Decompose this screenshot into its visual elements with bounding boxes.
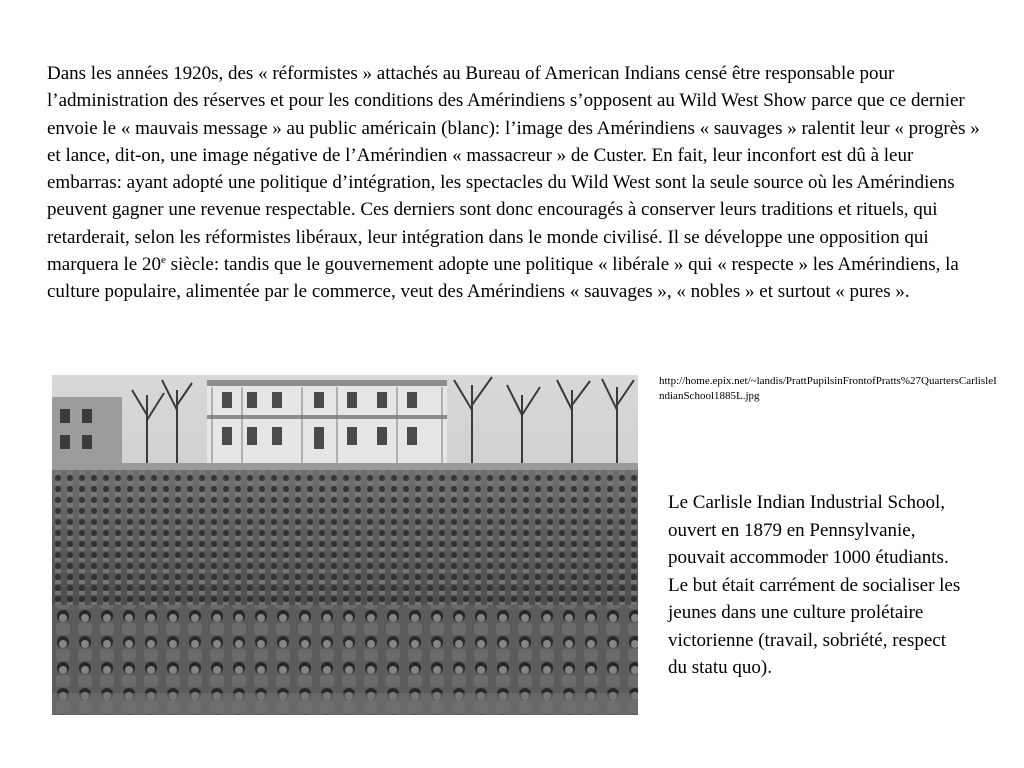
photo-source-url: http://home.epix.net/~landis/PrattPupilsinFrontofPratts%27QuartersCarlisleIndianSchool1885L.jpg: [659, 375, 997, 402]
historical-photo-school-pupils-icon: [52, 375, 638, 715]
school-pupils-photo: [52, 375, 638, 715]
century-superscript: e: [160, 254, 166, 267]
main-text-part-2: siècle: tandis que le gouvernement adopte une politique « libérale » qui « respecte » les Amérindiens, la culture populaire, alimentée par le commerce, veut des Amérindiens « sauvages », « nobles » et surtout « pures ».: [47, 254, 959, 303]
main-text-part-1: Dans les années 1920s, des « réformistes » attachés au Bureau of American Indians censé être responsable pour l’administration des réserves et pour les conditions des Amérindiens s’opposent au Wild West Show parce que ce dernier envoie le « mauvais message » au public américain (blanc): l’image des Amérindiens « sauvages » ralentit leur « progrès » et lance, dit-on, une image négative de l’Amérindien « massacreur » de Custer. En fait, leur inconfort est dû à leur embarras: ayant adopté une politique d’intégration, les spectacles du Wild West sont la seule source où les Amérindiens peuvent gagner une revenue respectable. Ces derniers sont donc encouragés à conserver leurs traditions et rituels, qui retarderait, selon les réformistes libéraux, leur intégration dans le monde civilisé. Il se développe une opposition qui marquera le 20: [47, 63, 980, 276]
photo-caption: Le Carlisle Indian Industrial School, ouvert en 1879 en Pennsylvanie, pouvait accommoder 1000 étudiants. Le but était carrément de socialiser les jeunes dans une culture prolétaire victorienne (travail, sobriété, respect du statu quo).: [668, 492, 961, 678]
main-paragraph: [47, 60, 992, 306]
